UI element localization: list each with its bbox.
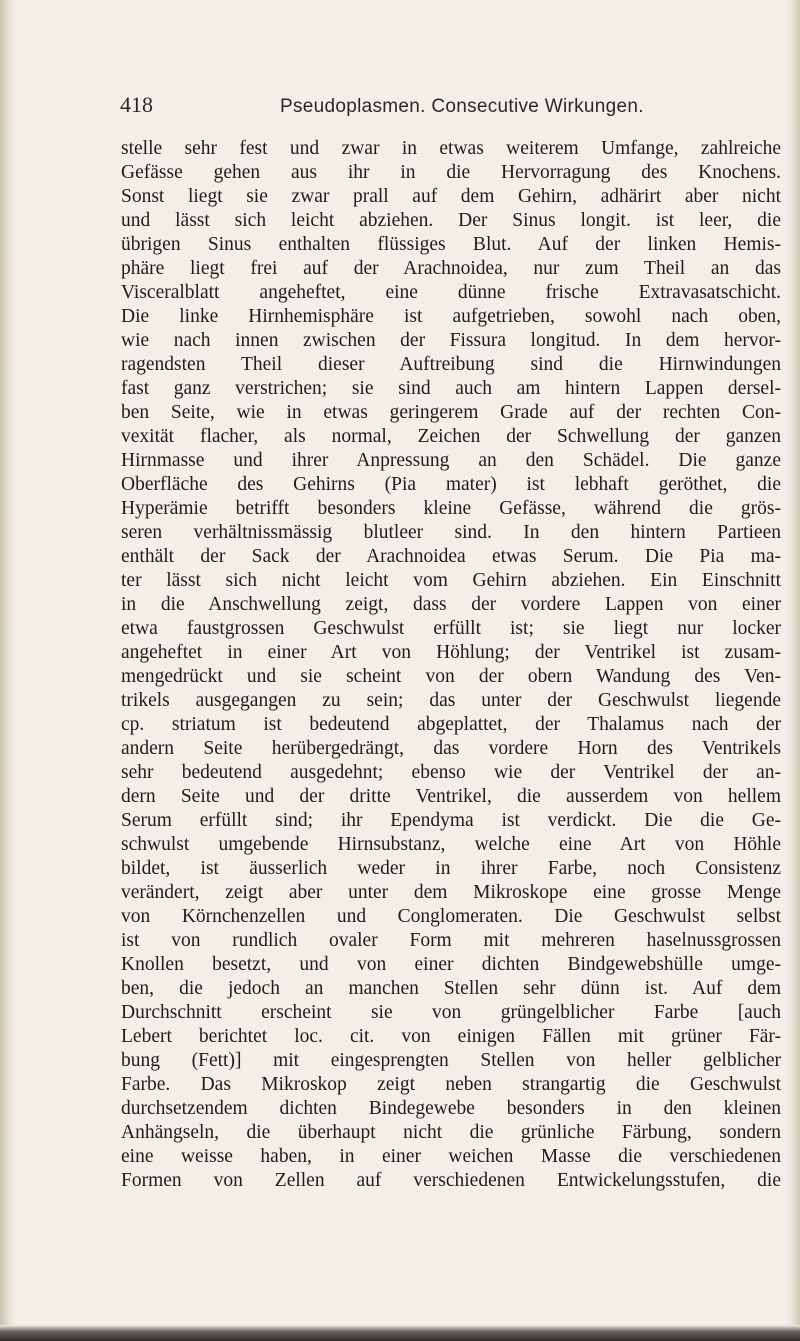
text-line-11: fast ganz verstrichen; sie sind auch am hintern Lappen dersel- xyxy=(121,378,781,399)
text-line-32: verändert, zeigt aber unter dem Mikroskope eine grosse Menge xyxy=(121,882,781,903)
text-line-13: vexität flacher, als normal, Zeichen der Schwellung der ganzen xyxy=(121,426,781,447)
text-line-22: angeheftet in einer Art von Höhlung; der Ventrikel ist zusam- xyxy=(121,642,781,663)
text-line-44: Formen von Zellen auf verschiedenen Entwickelungsstufen, die xyxy=(121,1170,781,1191)
text-line-28: dern Seite und der dritte Ventrikel, die ausserdem von hellem xyxy=(121,786,781,807)
text-line-7: Visceralblatt angeheftet, eine dünne frische Extravasatschicht. xyxy=(121,282,781,303)
text-line-4: und lässt sich leicht abziehen. Der Sinus longit. ist leer, die xyxy=(121,210,781,231)
text-line-39: bung (Fett)] mit eingesprengten Stellen von heller gelblicher xyxy=(121,1050,781,1071)
text-line-5: übrigen Sinus enthalten flüssiges Blut. Auf der linken Hemis- xyxy=(121,234,781,255)
text-line-10: ragendsten Theil dieser Auftreibung sind die Hirnwindungen xyxy=(121,354,781,375)
text-line-21: etwa faustgrossen Geschwulst erfüllt ist; sie liegt nur locker xyxy=(121,618,781,639)
text-line-23: mengedrückt und sie scheint von der obern Wandung des Ven- xyxy=(121,666,781,687)
body-text xyxy=(121,137,781,1193)
page-bottom-shadow xyxy=(0,1325,800,1341)
text-line-3: Sonst liegt sie zwar prall auf dem Gehirn, adhärirt aber nicht xyxy=(121,186,781,207)
text-line-27: sehr bedeutend ausgedehnt; ebenso wie der Ventrikel der an- xyxy=(121,762,781,783)
text-line-33: von Körnchenzellen und Conglomeraten. Die Geschwulst selbst xyxy=(121,906,781,927)
text-line-40: Farbe. Das Mikroskop zeigt neben strangartig die Geschwulst xyxy=(121,1074,781,1095)
text-line-34: ist von rundlich ovaler Form mit mehreren haselnussgrossen xyxy=(121,930,781,951)
text-line-15: Oberfläche des Gehirns (Pia mater) ist lebhaft geröthet, die xyxy=(121,474,781,495)
page-header xyxy=(120,92,680,126)
text-line-25: cp. striatum ist bedeutend abgeplattet, der Thalamus nach der xyxy=(121,714,781,735)
text-line-9: wie nach innen zwischen der Fissura longitud. In dem hervor- xyxy=(121,330,781,351)
text-line-42: Anhängseln, die überhaupt nicht die grünliche Färbung, sondern xyxy=(121,1122,781,1143)
running-head: Pseudoplasmen. Consecutive Wirkungen. xyxy=(280,96,644,117)
page-right-shadow xyxy=(786,0,800,1341)
text-line-14: Hirnmasse und ihrer Anpressung an den Schädel. Die ganze xyxy=(121,450,781,471)
page-left-shadow xyxy=(0,0,16,1341)
page-number: 418 xyxy=(120,92,153,117)
text-line-1: stelle sehr fest und zwar in etwas weiterem Umfange, zahlreiche xyxy=(121,138,781,159)
text-line-31: bildet, ist äusserlich weder in ihrer Farbe, noch Consistenz xyxy=(121,858,781,879)
text-line-20: in die Anschwellung zeigt, dass der vordere Lappen von einer xyxy=(121,594,781,615)
text-line-30: schwulst umgebende Hirnsubstanz, welche eine Art von Höhle xyxy=(121,834,781,855)
text-line-43: eine weisse haben, in einer weichen Masse die verschiedenen xyxy=(121,1146,781,1167)
text-line-19: ter lässt sich nicht leicht vom Gehirn abziehen. Ein Einschnitt xyxy=(121,570,781,591)
text-line-2: Gefässe gehen aus ihr in die Hervorragung des Knochens. xyxy=(121,162,781,183)
text-line-16: Hyperämie betrifft besonders kleine Gefässe, während die grös- xyxy=(121,498,781,519)
text-line-35: Knollen besetzt, und von einer dichten Bindgewebshülle umge- xyxy=(121,954,781,975)
text-line-36: ben, die jedoch an manchen Stellen sehr dünn ist. Auf dem xyxy=(121,978,781,999)
text-line-26: andern Seite herübergedrängt, das vordere Horn des Ventrikels xyxy=(121,738,781,759)
text-line-29: Serum erfüllt sind; ihr Ependyma ist verdickt. Die die Ge- xyxy=(121,810,781,831)
text-line-12: ben Seite, wie in etwas geringerem Grade auf der rechten Con- xyxy=(121,402,781,423)
text-line-8: Die linke Hirnhemisphäre ist aufgetrieben, sowohl nach oben, xyxy=(121,306,781,327)
text-line-17: seren verhältnissmässig blutleer sind. In den hintern Partieen xyxy=(121,522,781,543)
text-line-18: enthält der Sack der Arachnoidea etwas Serum. Die Pia ma- xyxy=(121,546,781,567)
text-line-24: trikels ausgegangen zu sein; das unter der Geschwulst liegende xyxy=(121,690,781,711)
text-line-38: Lebert berichtet loc. cit. von einigen Fällen mit grüner Fär- xyxy=(121,1026,781,1047)
text-line-41: durchsetzendem dichten Bindegewebe besonders in den kleinen xyxy=(121,1098,781,1119)
text-line-6: phäre liegt frei auf der Arachnoidea, nur zum Theil an das xyxy=(121,258,781,279)
text-line-37: Durchschnitt erscheint sie von grüngelblicher Farbe [auch xyxy=(121,1002,781,1023)
